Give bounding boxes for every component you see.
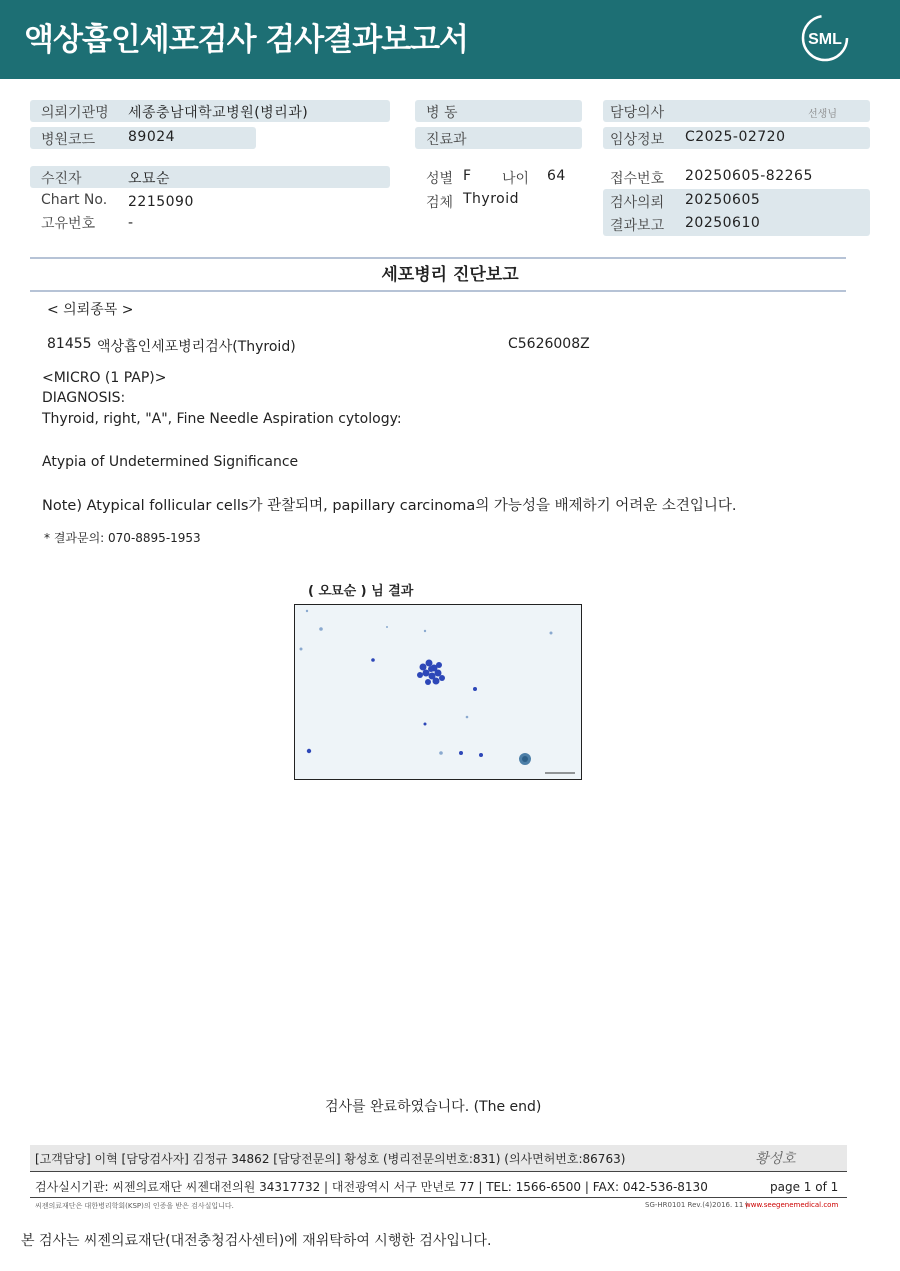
specimen-label: 검체 [426, 195, 454, 211]
report-title: 액상흡인세포검사 검사결과보고서 [24, 22, 468, 58]
patient-pill [30, 166, 390, 188]
department-label: 진료과 [426, 132, 467, 148]
clinical-info-value: C2025-02720 [685, 129, 786, 145]
patient-value: 오묘순 [128, 171, 171, 187]
bottom-note: 본 검사는 씨젠의료재단(대전충청검사센터)에 재위탁하여 시행한 검사입니다. [21, 1233, 492, 1249]
order-name: 액상흡인세포병리검사(Thyroid) [97, 339, 296, 355]
footer-line-top [30, 1171, 847, 1172]
diagnosis-label: DIAGNOSIS: [42, 390, 126, 406]
order-heading: < 의뢰종목 > [47, 302, 134, 318]
page-number: page 1 of 1 [770, 1180, 839, 1194]
hospital-code-label: 병원코드 [41, 132, 96, 148]
inquiry-line: * 결과문의: 070-8895-1953 [44, 531, 201, 545]
sml-logo [800, 13, 850, 63]
footer-staff-line: [고객담당] 이혁 [담당검사자] 김정규 34862 [담당전문의] 황성호 (병리전문의번호:831) (의사면허번호:86763) [35, 1152, 626, 1166]
ward-label: 병 동 [426, 105, 458, 121]
clinical-info-label: 임상정보 [610, 132, 665, 148]
signature: 황성호 [755, 1151, 796, 1167]
doctor-suffix: 선생님 [808, 109, 837, 120]
request-date-value: 20250605 [685, 192, 761, 208]
hospital-code-value: 89024 [128, 129, 176, 145]
order-ref: C5626008Z [508, 336, 590, 352]
cytology-image [294, 604, 582, 780]
section-title: 세포병리 진단보고 [381, 265, 519, 285]
unique-id-label: 고유번호 [41, 216, 96, 232]
report-header [0, 0, 900, 79]
order-code: 81455 [47, 336, 92, 352]
receipt-label: 접수번호 [610, 171, 665, 187]
form-code: SG-HR0101 Rev.(4)2016. 11 | [645, 1201, 748, 1209]
sex-label: 성별 [426, 171, 454, 187]
request-date-label: 검사의뢰 [610, 195, 665, 211]
institution-value: 세종충남대학교병원(병리과) [128, 105, 309, 121]
age-label: 나이 [502, 171, 530, 187]
diagnosis-site: Thyroid, right, "A", Fine Needle Aspiration cytology: [42, 411, 402, 427]
institution-label: 의뢰기관명 [41, 105, 109, 121]
diagnosis-note: Note) Atypical follicular cells가 관찰되며, papillary carcinoma의 가능성을 배제하기 어려운 소견입니다. [42, 498, 737, 514]
report-date-label: 결과보고 [610, 218, 665, 234]
section-rule-top [30, 257, 846, 259]
micro-line: <MICRO (1 PAP)> [42, 370, 167, 386]
sex-value: F [463, 168, 472, 184]
chart-label: Chart No. [41, 192, 108, 208]
unique-id-value: - [128, 215, 134, 231]
cert-note: 씨젠의료재단은 대한병리학회(KSP)의 인증을 받은 검사실입니다. [35, 1202, 234, 1210]
report-date-value: 20250610 [685, 215, 761, 231]
footer-lab-line: 검사실시기관: 씨젠의료재단 씨젠대전의원 34317732 | 대전광역시 서구 만년로 77 | TEL: 1566-6500 | FAX: 042-536-8130 [35, 1180, 708, 1194]
image-caption: ( 오묘순 ) 님 결과 [308, 584, 414, 599]
age-value: 64 [547, 168, 566, 184]
chart-value: 2215090 [128, 194, 194, 210]
receipt-value: 20250605-82265 [685, 168, 813, 184]
website-link[interactable]: www.seegenemedical.com [745, 1201, 839, 1209]
specimen-value: Thyroid [463, 191, 519, 207]
patient-label: 수진자 [41, 171, 82, 187]
section-rule-bottom [30, 290, 846, 292]
doctor-label: 담당의사 [610, 105, 665, 121]
logo-text: SML [808, 31, 842, 48]
footer-line-bottom [30, 1197, 847, 1198]
end-text: 검사를 완료하였습니다. (The end) [325, 1099, 542, 1115]
diagnosis-result: Atypia of Undetermined Significance [42, 454, 299, 470]
